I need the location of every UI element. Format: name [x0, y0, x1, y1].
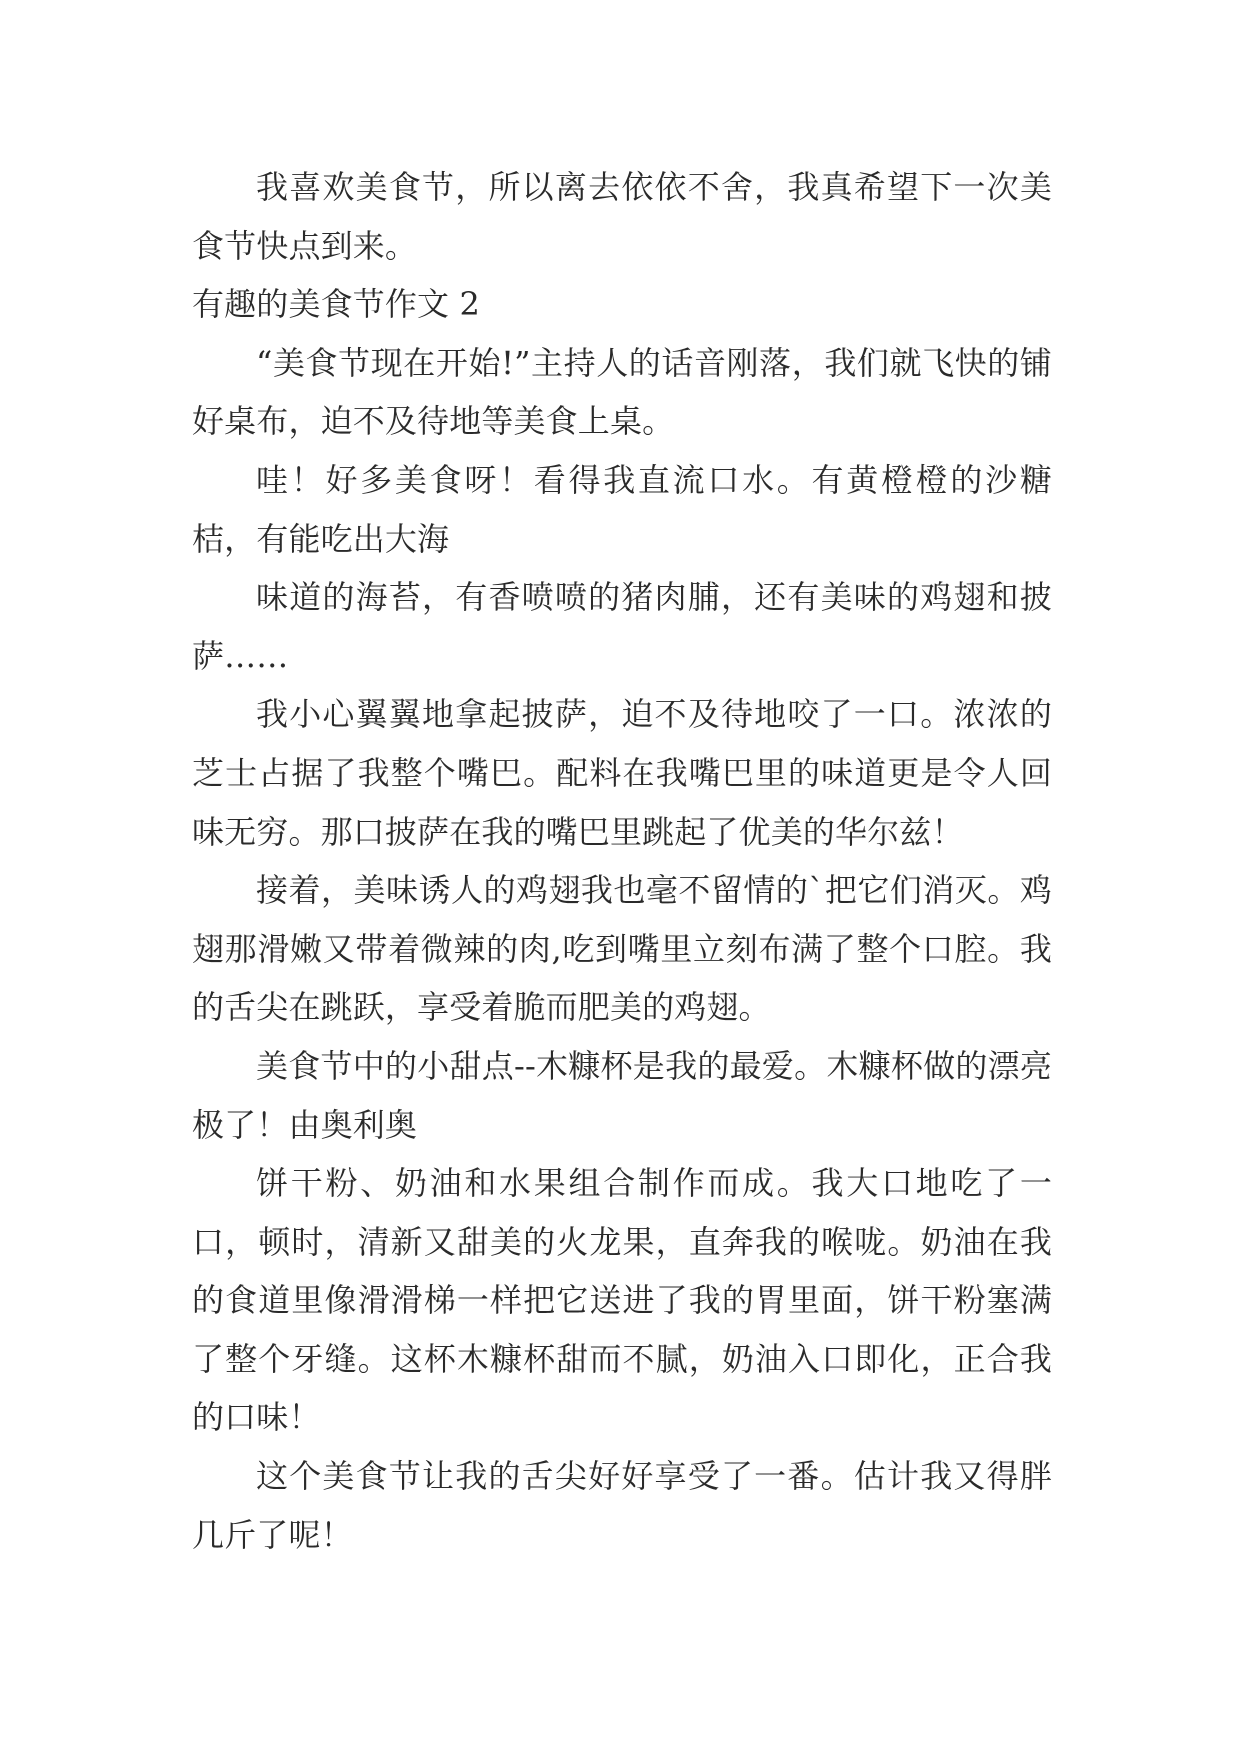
paragraph: 味道的海苔，有香喷喷的猪肉脯，还有美味的鸡翅和披萨…… — [192, 578, 1052, 675]
paragraph: 这个美食节让我的舌尖好好享受了一番。估计我又得胖几斤了呢！ — [192, 1457, 1052, 1554]
paragraph: 接着，美味诱人的鸡翅我也毫不留情的`把它们消灭。鸡翅那滑嫩又带着微辣的肉,吃到嘴里立刻布满了整个口腔。我的舌尖在跳跃，享受着脆而肥美的鸡翅。 — [192, 871, 1052, 1027]
paragraph: 我喜欢美食节，所以离去依依不舍，我真希望下一次美食节快点到来。 — [192, 168, 1052, 265]
paragraph: 美食节中的小甜点--木糠杯是我的最爱。木糠杯做的漂亮极了！由奥利奥 — [192, 1046, 1052, 1144]
paragraph: 饼干粉、奶油和水果组合制作而成。我大口地吃了一口，顿时，清新又甜美的火龙果，直奔我的喉咙。奶油在我的食道里像滑滑梯一样把它送进了我的胃里面，饼干粉塞满了整个牙缝。这杯木糠杯甜而不腻，奶油入口即化，正合我的口味！ — [192, 1164, 1052, 1437]
essay-title: 有趣的美食节作文 2 — [192, 285, 481, 324]
paragraph: “美食节现在开始!”主持人的话音刚落，我们就飞快的铺好桌布，迫不及待地等美食上桌。 — [192, 343, 1052, 441]
paragraph: 哇！好多美食呀！看得我直流口水。有黄橙橙的沙糖桔，有能吃出大海 — [192, 460, 1052, 558]
paragraph: 我小心翼翼地拿起披萨，迫不及待地咬了一口。浓浓的芝士占据了我整个嘴巴。配料在我嘴巴里的味道更是令人回味无穷。那口披萨在我的嘴巴里跳起了优美的华尔兹！ — [192, 695, 1052, 851]
document-body — [192, 158, 1052, 1564]
